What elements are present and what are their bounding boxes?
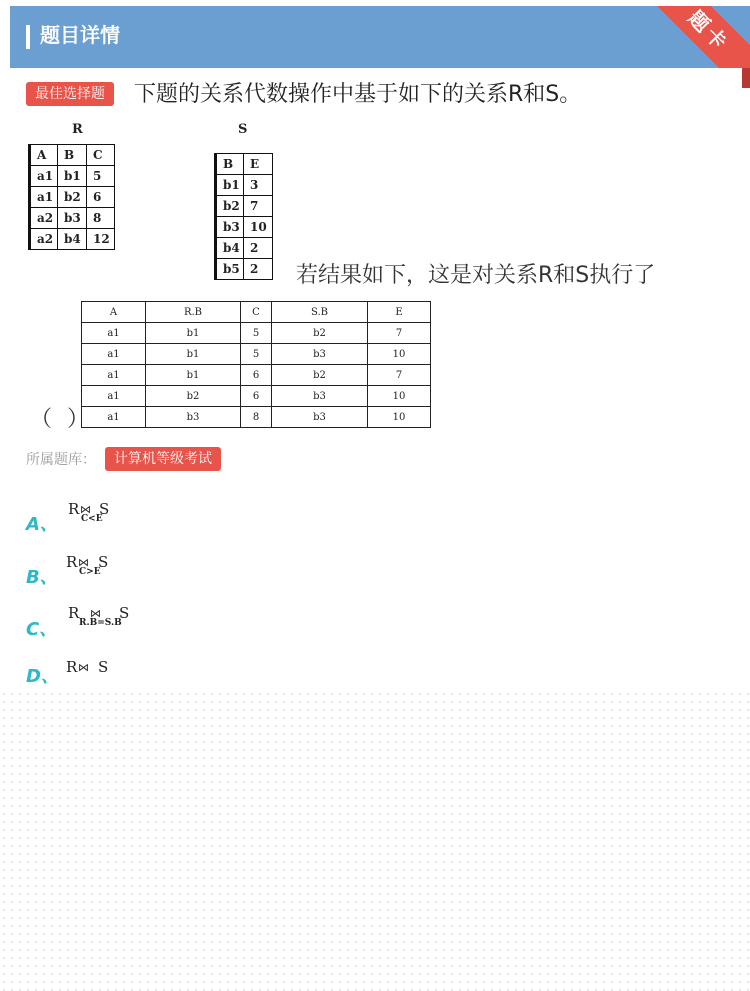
table-cell: b2 [272, 365, 368, 386]
table-cell: 6 [87, 187, 115, 208]
result-table [81, 301, 431, 428]
table-cell: 8 [87, 208, 115, 229]
table-cell: 6 [241, 386, 272, 407]
table-row [216, 154, 273, 175]
table-cell: a1 [30, 187, 58, 208]
table-cell: b2 [58, 187, 87, 208]
table-row [216, 196, 273, 217]
table-cell: a2 [30, 229, 58, 250]
option-c-formula[interactable] [68, 604, 138, 634]
table-header-cell: C [241, 302, 272, 323]
table-cell: 7 [368, 323, 431, 344]
table-cell: b3 [272, 407, 368, 428]
join-icon: ⋈ [78, 556, 89, 569]
table-cell: a1 [82, 365, 146, 386]
table-cell: b3 [216, 217, 244, 238]
table-cell: b2 [272, 323, 368, 344]
table-cell: 7 [244, 196, 273, 217]
option-c-left: R [68, 604, 80, 622]
option-b-condition: C>E [79, 567, 101, 577]
table-cell: 5 [87, 166, 115, 187]
option-a-right: S [99, 500, 110, 518]
option-d-right: S [98, 658, 109, 676]
answer-blank: （ ） [30, 407, 93, 432]
table-cell: b1 [146, 323, 241, 344]
ribbon-fold [742, 68, 750, 88]
relation-r-label: R [72, 122, 83, 137]
table-row [82, 302, 431, 323]
option-a-formula[interactable] [68, 500, 128, 530]
option-a-condition: C<E [81, 514, 103, 524]
table-header-cell: B [216, 154, 244, 175]
library-label: 所属题库： [26, 452, 96, 468]
option-a-letter[interactable]: A、 [26, 514, 58, 535]
table-cell: 5 [241, 323, 272, 344]
table-row [82, 344, 431, 365]
table-cell: b1 [146, 344, 241, 365]
option-d-formula[interactable] [66, 658, 116, 680]
table-row [30, 187, 115, 208]
table-row [216, 259, 273, 280]
table-header-cell: B [58, 145, 87, 166]
table-cell: b3 [272, 386, 368, 407]
page-title: 题目详情 [40, 23, 120, 47]
table-cell: 10 [368, 344, 431, 365]
table-cell: b5 [216, 259, 244, 280]
join-icon: ⋈ [78, 661, 89, 674]
table-row [82, 407, 431, 428]
table-cell: 7 [368, 365, 431, 386]
answer-card-ribbon-label[interactable]: 题卡 [655, 6, 750, 68]
table-header-cell: E [244, 154, 273, 175]
table-header-cell: E [368, 302, 431, 323]
table-cell: b2 [146, 386, 241, 407]
join-icon: ⋈ [80, 503, 91, 516]
relation-s-table [214, 153, 273, 280]
question-text-continuation: 若结果如下，这是对关系R和S执行了 [296, 263, 656, 288]
table-row [30, 229, 115, 250]
table-header-cell: A [82, 302, 146, 323]
header [10, 6, 750, 68]
table-cell: b3 [272, 344, 368, 365]
table-cell: a1 [82, 407, 146, 428]
table-cell: a1 [82, 323, 146, 344]
library-badge[interactable]: 计算机等级考试 [105, 447, 221, 471]
table-cell: 2 [244, 259, 273, 280]
option-d-left: R [66, 658, 78, 676]
option-d-letter[interactable]: D、 [26, 666, 59, 687]
table-row [216, 217, 273, 238]
table-header-cell: C [87, 145, 115, 166]
table-cell: a1 [82, 344, 146, 365]
table-cell: b1 [58, 166, 87, 187]
table-cell: 10 [244, 217, 273, 238]
table-cell: 2 [244, 238, 273, 259]
option-a-left: R [68, 500, 80, 518]
table-cell: a1 [30, 166, 58, 187]
header-accent-bar [26, 25, 30, 49]
table-cell: b1 [146, 365, 241, 386]
table-cell: a1 [82, 386, 146, 407]
table-cell: 3 [244, 175, 273, 196]
table-header-cell: S.B [272, 302, 368, 323]
option-b-letter[interactable]: B、 [26, 567, 58, 588]
table-cell: b3 [58, 208, 87, 229]
option-c-right: S [119, 604, 130, 622]
table-cell: a2 [30, 208, 58, 229]
relation-s-label: S [238, 122, 248, 137]
table-header-cell: R.B [146, 302, 241, 323]
table-row [30, 166, 115, 187]
option-c-condition: R.B=S.B [79, 618, 122, 628]
option-b-left: R [66, 553, 78, 571]
option-c-letter[interactable]: C、 [26, 619, 58, 640]
table-cell: 6 [241, 365, 272, 386]
question-text: 下题的关系代数操作中基于如下的关系R和S。 [134, 82, 582, 107]
table-cell: 10 [368, 386, 431, 407]
dotted-background [0, 690, 750, 991]
table-cell: 10 [368, 407, 431, 428]
table-row [82, 386, 431, 407]
table-cell: 8 [241, 407, 272, 428]
table-row [216, 175, 273, 196]
table-row [82, 365, 431, 386]
table-cell: 5 [241, 344, 272, 365]
join-icon: ⋈ [90, 607, 101, 620]
relation-r-table [28, 144, 115, 250]
table-cell: b4 [58, 229, 87, 250]
table-cell: 12 [87, 229, 115, 250]
table-cell: b4 [216, 238, 244, 259]
table-header-cell: A [30, 145, 58, 166]
table-row [30, 208, 115, 229]
answer-card-ribbon[interactable] [655, 6, 750, 68]
question-type-badge: 最佳选择题 [26, 82, 114, 106]
option-b-right: S [98, 553, 109, 571]
table-row [82, 323, 431, 344]
table-cell: b2 [216, 196, 244, 217]
table-cell: b3 [146, 407, 241, 428]
table-row [216, 238, 273, 259]
table-cell: b1 [216, 175, 244, 196]
table-row [30, 145, 115, 166]
option-b-formula[interactable] [66, 553, 126, 583]
